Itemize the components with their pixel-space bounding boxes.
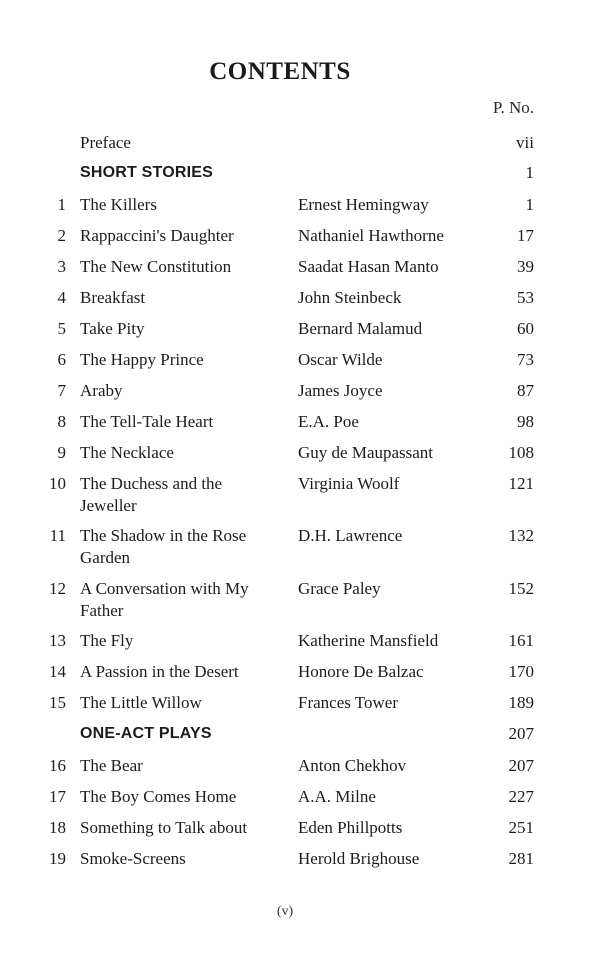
entry-page: 189 xyxy=(508,693,534,712)
entry-page: 227 xyxy=(508,787,534,806)
entry-author: Nathaniel Hawthorne xyxy=(298,226,444,245)
entry-page: 207 xyxy=(508,724,534,743)
entry-author: Eden Phillpotts xyxy=(298,818,403,837)
entry-title: Breakfast xyxy=(80,288,146,307)
entry-number: 4 xyxy=(57,288,66,307)
entry-title: Rappaccini's Daughter xyxy=(80,226,234,245)
entry-number: 17 xyxy=(49,787,66,806)
entry-title: The Killers xyxy=(80,195,157,214)
entry-page: 170 xyxy=(508,662,534,681)
entry-page: 53 xyxy=(517,288,534,307)
entry-number: 12 xyxy=(49,579,66,598)
entry-number: 16 xyxy=(49,756,66,775)
page-number-footer: (v) xyxy=(276,904,294,919)
entry-author: A.A. Milne xyxy=(298,787,376,806)
entry-number: 1 xyxy=(57,195,66,214)
entry-author: Saadat Hasan Manto xyxy=(298,257,439,276)
entry-page: vii xyxy=(516,133,534,152)
section-label: SHORT STORIES xyxy=(80,164,213,181)
entry-title: The Boy Comes Home xyxy=(80,787,237,806)
entry-title: Preface xyxy=(80,133,131,152)
entry-title: A Conversation with My Father xyxy=(80,579,249,620)
entry-page: 60 xyxy=(517,319,534,338)
entry-title: Something to Talk about xyxy=(80,818,248,837)
entry-author: Frances Tower xyxy=(298,693,398,712)
entry-title: The Shadow in the Rose Garden xyxy=(80,526,247,567)
entry-page: 108 xyxy=(508,443,534,462)
entry-author: Honore De Balzac xyxy=(298,662,424,681)
entry-author: James Joyce xyxy=(298,381,383,400)
entry-number: 11 xyxy=(49,526,66,545)
entry-author: E.A. Poe xyxy=(298,412,359,431)
entry-author: D.H. Lawrence xyxy=(298,526,403,545)
entry-author: Guy de Maupassant xyxy=(298,443,434,462)
entry-author: Anton Chekhov xyxy=(298,756,407,775)
entry-number: 8 xyxy=(57,412,66,431)
entry-number: 5 xyxy=(57,319,66,338)
entry-number: 9 xyxy=(57,443,66,462)
entry-title: Araby xyxy=(80,381,123,400)
entry-page: 1 xyxy=(525,163,534,182)
entry-author: John Steinbeck xyxy=(298,288,402,307)
entry-number: 15 xyxy=(49,693,66,712)
entry-page: 207 xyxy=(508,756,534,775)
entry-number: 13 xyxy=(49,631,66,650)
entry-author: Virginia Woolf xyxy=(298,474,400,493)
entry-page: 17 xyxy=(517,226,534,245)
section-label: ONE-ACT PLAYS xyxy=(80,725,212,742)
entry-title: The Fly xyxy=(80,631,134,650)
entry-page: 161 xyxy=(508,631,534,650)
entry-title: Take Pity xyxy=(80,319,145,338)
entry-title: The Bear xyxy=(80,756,143,775)
entry-page: 132 xyxy=(508,526,534,545)
entry-title: The Little Willow xyxy=(80,693,202,712)
entry-page: 251 xyxy=(508,818,534,837)
entry-page: 87 xyxy=(517,381,534,400)
entry-page: 73 xyxy=(517,350,534,369)
entry-number: 18 xyxy=(49,818,66,837)
entry-number: 3 xyxy=(57,257,66,276)
entry-title: Smoke-Screens xyxy=(80,849,186,868)
entry-title: The Necklace xyxy=(80,443,174,462)
entry-page: 98 xyxy=(517,412,534,431)
entry-number: 2 xyxy=(57,226,66,245)
entry-author: Ernest Hemingway xyxy=(298,195,429,214)
entry-number: 10 xyxy=(49,474,66,493)
entry-page: 39 xyxy=(517,257,534,276)
entry-page: 1 xyxy=(525,195,534,214)
entry-number: 19 xyxy=(49,849,66,868)
page-number-column-header: P. No. xyxy=(492,98,534,117)
entry-title: The Duchess and the Jeweller xyxy=(80,474,223,515)
entry-page: 121 xyxy=(508,474,534,493)
entry-number: 6 xyxy=(57,350,66,369)
entry-author: Herold Brighouse xyxy=(298,849,420,868)
entry-page: 281 xyxy=(508,849,534,868)
entry-number: 7 xyxy=(57,381,66,400)
entry-title: The Tell-Tale Heart xyxy=(80,412,214,431)
entry-author: Bernard Malamud xyxy=(298,319,423,338)
page-title: CONTENTS xyxy=(209,58,351,85)
entry-title: The Happy Prince xyxy=(80,350,204,369)
entry-author: Grace Paley xyxy=(298,579,381,598)
entry-author: Oscar Wilde xyxy=(298,350,383,369)
entry-author: Katherine Mansfield xyxy=(298,631,439,650)
entry-title: The New Constitution xyxy=(80,257,232,276)
entry-number: 14 xyxy=(49,662,66,681)
entry-title: A Passion in the Desert xyxy=(80,662,239,681)
entry-page: 152 xyxy=(508,579,534,598)
